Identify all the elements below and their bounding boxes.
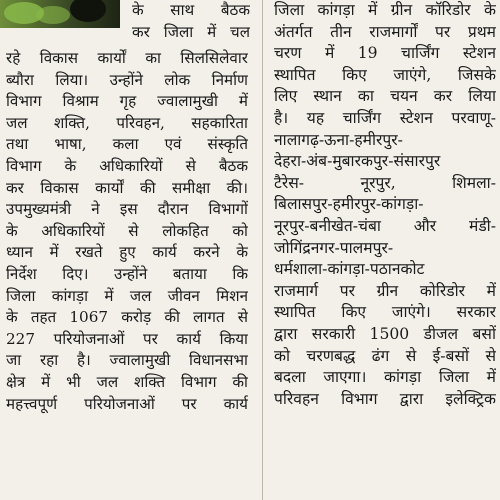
body-line: स्थापित किए जाएंगे, जिसके	[274, 65, 496, 84]
body-line: द्वारा सरकारी 1500 डीजल बसों	[274, 324, 496, 343]
body-line: टैरेस- नूरपुर, शिमला-	[274, 173, 496, 192]
article-photo	[0, 0, 120, 28]
body-line: राजमार्ग पर ग्रीन कोरिडोर में	[274, 281, 496, 300]
body-line: तथा भाषा, कला एवं संस्कृति	[6, 135, 248, 154]
column-divider	[262, 0, 263, 500]
body-line: बदला जाएगा। कांगड़ा जिला में	[274, 368, 496, 387]
body-line: नालागढ़-ऊना-हमीरपुर-	[274, 130, 403, 149]
body-line: बिलासपुर-हमीरपुर-कांगड़ा-	[274, 195, 424, 214]
body-line: जल शक्ति, परिवहन, सहकारिता	[6, 113, 248, 132]
body-line: को चरणबद्ध ढंग से ई-बसों से	[274, 346, 496, 365]
body-line: चरण में 19 चार्जिंग स्टेशन	[274, 44, 496, 63]
body-line: जिला कांगड़ा में ग्रीन कॉरिडोर के	[274, 1, 496, 19]
body-line: क्षेत्र में भी जल शक्ति विभाग की	[6, 372, 248, 391]
body-line: अंतर्गत तीन राजमार्गों पर प्रथम	[274, 22, 496, 41]
body-line: के तहत 1067 करोड़ की लागत से	[6, 308, 248, 327]
body-line: विभाग के अधिकारियों से बैठक	[6, 156, 248, 175]
left-column-body	[6, 48, 248, 415]
intro-line: कर जिला में चल	[132, 22, 250, 41]
body-line: कर विकास कार्यों की समीक्षा की।	[6, 178, 248, 197]
body-line: धर्मशाला-कांगड़ा-पठानकोट	[274, 260, 425, 279]
body-line: महत्त्वपूर्ण परियोजनाओं पर कार्य	[6, 394, 248, 413]
body-line: जिला कांगड़ा में जल जीवन मिशन	[6, 286, 248, 305]
body-line: जा रहा है। ज्वालामुखी विधानसभा	[6, 351, 248, 370]
body-line: नूरपुर-बनीखेत-चंबा और मंडी-	[274, 216, 496, 235]
body-line: के अधिकारियों से लोकहित को	[6, 221, 248, 240]
body-line: लिए स्थान का चयन कर लिया	[274, 87, 496, 106]
body-line: है। यह चार्जिंग स्टेशन परवाणू-	[274, 108, 496, 127]
body-line: विभाग विश्राम गृह ज्वालामुखी में	[6, 92, 248, 111]
body-line: जोगिंद्रनगर-पालमपुर-	[274, 238, 394, 257]
left-column-intro	[132, 0, 250, 43]
body-line: 227 परियोजनाओं पर कार्य किया	[6, 329, 248, 348]
body-line: स्थापित किए जाएंगे। सरकार	[274, 303, 496, 322]
intro-line: के साथ बैठक	[132, 1, 250, 19]
body-line: परिवहन विभाग द्वारा इलेक्ट्रिक	[274, 389, 496, 408]
body-line: रहे विकास कार्यों का सिलसिलेवार	[6, 49, 248, 67]
right-column-body	[274, 0, 496, 410]
body-line: निर्देश दिए। उन्होंने बताया कि	[6, 264, 248, 283]
body-line: उपमुख्यमंत्री ने इस दौरान विभागों	[6, 200, 248, 219]
body-line: ध्यान में रखते हुए कार्य करने के	[6, 243, 248, 262]
body-line: देहरा-अंब-मुबारकपुर-संसारपुर	[274, 152, 441, 171]
body-line: ब्यौरा लिया। उन्होंने लोक निर्माण	[6, 70, 248, 89]
